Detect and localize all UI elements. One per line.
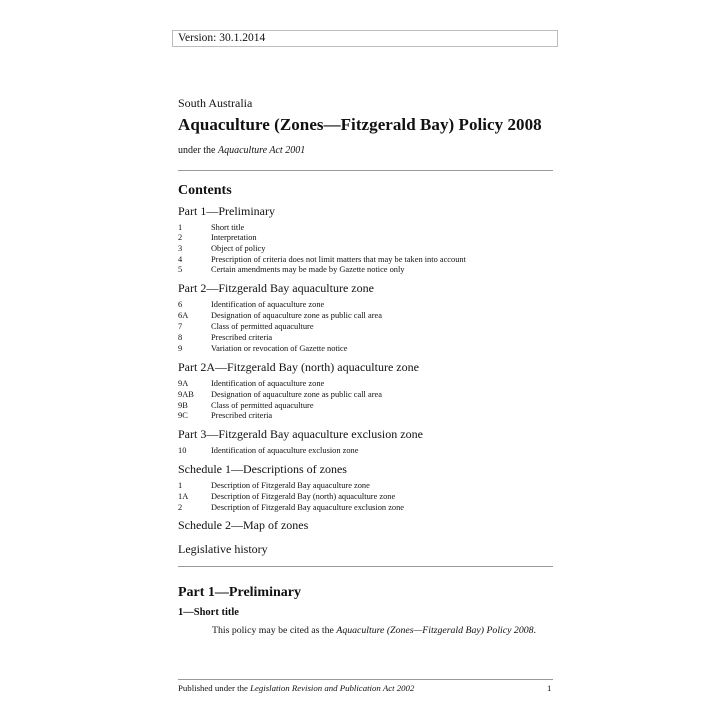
- toc-item-text: Short title: [211, 223, 245, 232]
- toc-item-text: Variation or revocation of Gazette notice: [211, 344, 348, 353]
- toc-item-text: Identification of aquaculture zone: [211, 300, 325, 309]
- toc-schedule-heading[interactable]: Schedule 1—Descriptions of zones: [178, 462, 347, 476]
- toc-item-number: 6A: [178, 311, 189, 320]
- section-paragraph: [212, 625, 536, 636]
- toc-legislative-history[interactable]: Legislative history: [178, 542, 268, 556]
- toc-item-number: 3: [178, 244, 183, 253]
- toc-item-number: 2: [178, 503, 183, 512]
- toc-item[interactable]: [178, 300, 324, 310]
- para-title: Aquaculture (Zones—Fitzgerald Bay) Policy 2008: [336, 625, 534, 636]
- toc-item-number: 5: [178, 265, 183, 274]
- toc-item[interactable]: [178, 255, 466, 265]
- toc-item-number: 4: [178, 255, 183, 264]
- toc-item[interactable]: [178, 481, 370, 491]
- toc-item[interactable]: [178, 390, 382, 400]
- toc-item-text: Prescription of criteria does not limit matters that may be taken into account: [211, 255, 466, 264]
- toc-item[interactable]: [178, 401, 314, 411]
- para-suffix: .: [533, 625, 536, 636]
- toc-item-text: Identification of aquaculture exclusion zone: [211, 446, 359, 455]
- toc-item-text: Certain amendments may be made by Gazette notice only: [211, 265, 405, 274]
- toc-item-text: Designation of aquaculture zone as public call area: [211, 311, 382, 320]
- enabling-act: Aquaculture Act 2001: [218, 145, 306, 156]
- jurisdiction: South Australia: [178, 96, 253, 110]
- toc-item-text: Prescribed criteria: [211, 411, 273, 420]
- toc-item-text: Prescribed criteria: [211, 333, 273, 342]
- toc-item-number: 2: [178, 233, 183, 242]
- toc-item-number: 1: [178, 481, 183, 490]
- title-divider: [178, 170, 553, 171]
- footer-act: Legislation Revision and Publication Act 2002: [250, 683, 415, 693]
- document-title: Aquaculture (Zones—Fitzgerald Bay) Policy 2008: [178, 115, 542, 134]
- toc-item[interactable]: [178, 503, 404, 513]
- toc-item[interactable]: [178, 379, 324, 389]
- toc-item[interactable]: [178, 244, 265, 254]
- page-number: 1: [547, 683, 552, 693]
- toc-item[interactable]: [178, 233, 257, 243]
- toc-part-heading[interactable]: Part 2A—Fitzgerald Bay (north) aquaculture zone: [178, 360, 419, 374]
- contents-heading: Contents: [178, 183, 232, 198]
- toc-item-text: Object of policy: [211, 244, 266, 253]
- toc-item-text: Class of permitted aquaculture: [211, 401, 314, 410]
- toc-item-text: Description of Fitzgerald Bay aquaculture zone: [211, 481, 370, 490]
- toc-item-number: 7: [178, 322, 183, 331]
- toc-item[interactable]: [178, 322, 314, 332]
- toc-item-text: Identification of aquaculture zone: [211, 379, 325, 388]
- toc-item[interactable]: [178, 333, 272, 343]
- toc-item-number: 10: [178, 446, 187, 455]
- footer-publication-note: [178, 683, 414, 693]
- part-heading: Part 1—Preliminary: [178, 585, 301, 600]
- toc-item-number: 6: [178, 300, 183, 309]
- toc-item-number: 9B: [178, 401, 188, 410]
- toc-part-heading[interactable]: Part 1—Preliminary: [178, 204, 275, 218]
- footer-prefix: Published under the: [178, 683, 251, 693]
- toc-item-number: 9: [178, 344, 183, 353]
- toc-part-heading[interactable]: Part 3—Fitzgerald Bay aquaculture exclusion zone: [178, 427, 423, 441]
- toc-item[interactable]: [178, 411, 272, 421]
- enabling-act-line: [178, 145, 305, 156]
- toc-item-number: 1A: [178, 492, 189, 501]
- version-label: Version: 30.1.2014: [178, 32, 266, 44]
- toc-item-number: 9AB: [178, 390, 194, 399]
- toc-item-number: 1: [178, 223, 183, 232]
- toc-item-text: Description of Fitzgerald Bay aquaculture exclusion zone: [211, 503, 405, 512]
- section-heading: 1—Short title: [178, 607, 239, 618]
- para-prefix: This policy may be cited as the: [212, 625, 337, 636]
- toc-part-heading[interactable]: Part 2—Fitzgerald Bay aquaculture zone: [178, 281, 374, 295]
- toc-item[interactable]: [178, 492, 395, 502]
- toc-item[interactable]: [178, 311, 382, 321]
- toc-item-text: Interpretation: [211, 233, 257, 242]
- toc-item-text: Designation of aquaculture zone as public call area: [211, 390, 382, 399]
- contents-divider: [178, 566, 553, 567]
- toc-item-number: 9A: [178, 379, 189, 388]
- toc-item[interactable]: [178, 265, 405, 275]
- toc-item-text: Class of permitted aquaculture: [211, 322, 314, 331]
- toc-item-number: 8: [178, 333, 183, 342]
- toc-item[interactable]: [178, 223, 244, 233]
- toc-item-number: 9C: [178, 411, 188, 420]
- toc-item-text: Description of Fitzgerald Bay (north) aquaculture zone: [211, 492, 396, 501]
- footer-divider: [178, 679, 553, 680]
- under-prefix: under the: [178, 145, 218, 156]
- toc-schedule-heading[interactable]: Schedule 2—Map of zones: [178, 518, 309, 532]
- toc-item[interactable]: [178, 446, 358, 456]
- toc-item[interactable]: [178, 344, 348, 354]
